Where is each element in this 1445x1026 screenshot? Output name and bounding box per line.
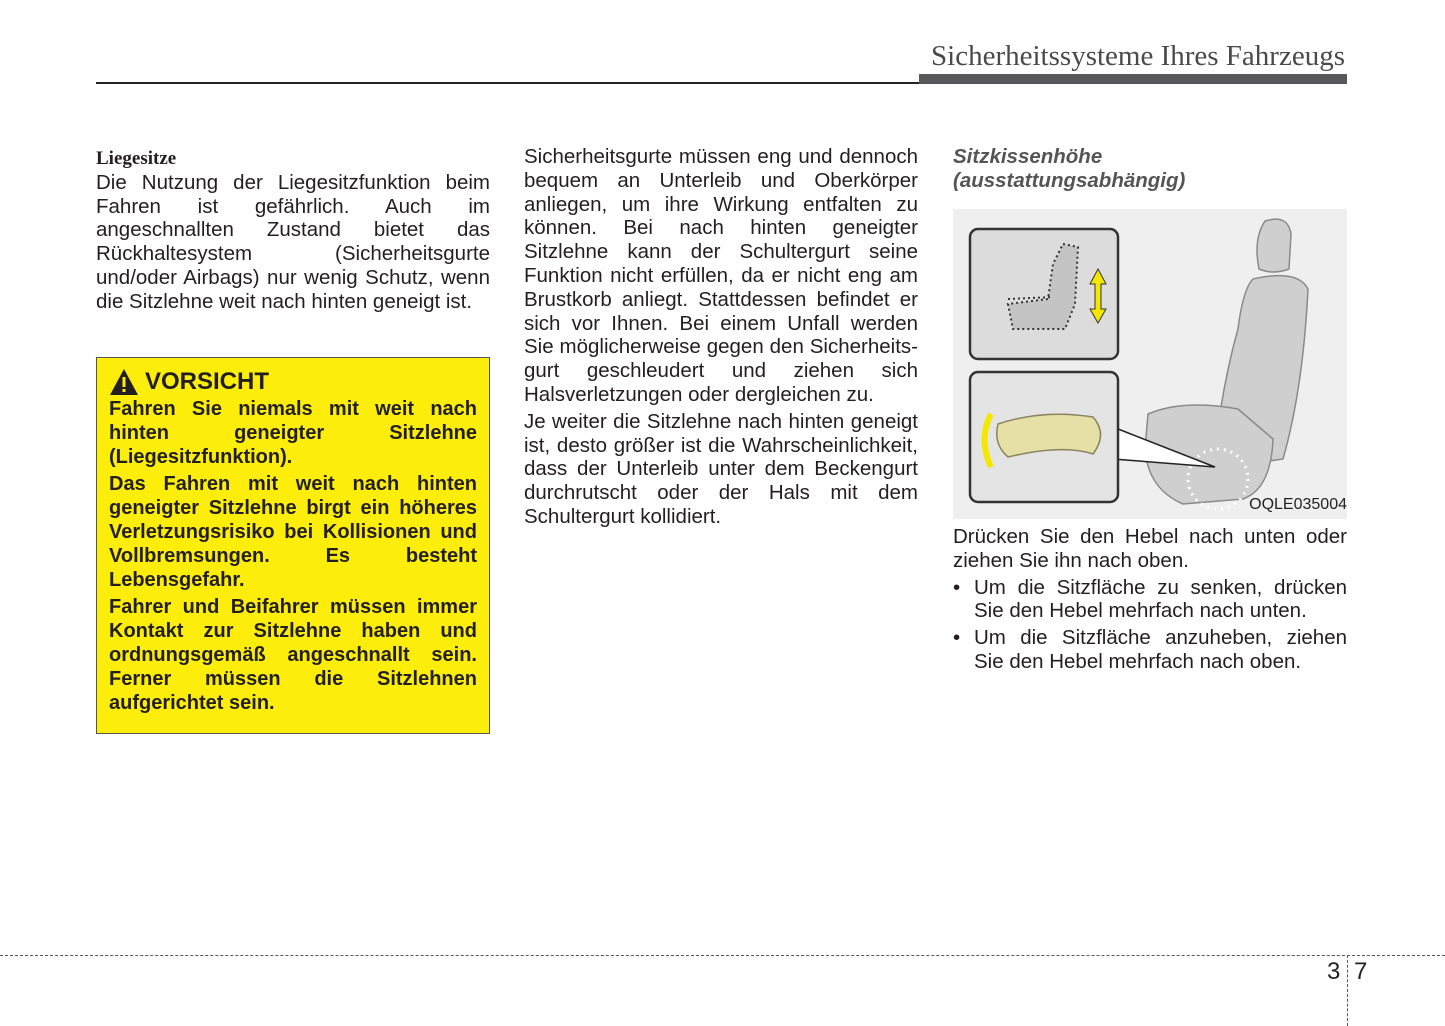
footer-rule (0, 955, 1445, 956)
warning-paragraph: Fahren Sie niemals mit weit nach hinten geneigter Sitzlehne (Liegesitzfunktion). (109, 398, 477, 468)
warning-paragraph: Das Fahren mit weit nach hinten geneigter Sitzlehne birgt ein höheres Verletzungsrisiko bei Kollisionen und Vollbremsungen. Es besteht Lebensgefahr. (109, 473, 477, 591)
list-item: • Um die Sitzfläche anzuheben, ziehen Sie den Hebel mehrfach nach oben. (953, 626, 1347, 674)
figure-code: OQLE035004 (1249, 496, 1347, 514)
header-rule (96, 82, 926, 84)
column-3 (953, 145, 1347, 677)
heading-liegesitze: Liegesitze (96, 148, 177, 169)
column-1 (96, 145, 490, 317)
section-title: Sicherheitssysteme Ihres Fahrzeugs (931, 40, 1345, 72)
heading-sitzkissenhoehe: Sitzkissenhöhe (953, 145, 1103, 168)
warning-title (109, 368, 477, 396)
warning-triangle-icon (109, 368, 139, 396)
column-2 (524, 145, 918, 532)
chapter-number: 3 (1327, 958, 1341, 985)
paragraph: Drücken Sie den Hebel nach unten oder ziehen Sie ihn nach oben. (953, 525, 1347, 572)
warning-paragraph: Fahrer und Beifahrer müssen immer Kontakt zur Sitzlehne haben und ordnungsgemäß angeschnallt sein. Ferner müssen die Sitzlehnen aufgerichtet sein. (109, 596, 477, 714)
paragraph: Sicherheitsgurte müssen eng und dennoch bequem an Unterleib und Oberkörper anliegen, um ihre Wirkung entfalten zu können. Bei nach hinten geneigter Sitzlehne kann der Schultergurt seine Funktion nicht erfüllen, da er nicht eng am Brustkorb anliegt. Stattdessen befindet er sich vor Ihnen. Bei einem Unfall werden Sie möglicherweise gegen den Sicherheits-gurt geschleudert und ziehen sich Halsverletzungen oder dergleichen zu. (524, 145, 918, 406)
warning-title-text: VORSICHT (145, 368, 270, 395)
seat-illustration (953, 209, 1347, 519)
seat-height-figure (953, 209, 1347, 519)
warning-box (96, 357, 490, 734)
heading-subtitle: (ausstattungsabhängig) (953, 169, 1186, 192)
footer-divider (1347, 955, 1348, 1026)
page-number: 7 (1354, 958, 1368, 985)
paragraph: Die Nutzung der Liegesitzfunktion beim Fahren ist gefährlich. Auch im angeschnallten Zustand bietet das Rückhaltesystem (Sicherheitsgurte und/oder Airbags) nur wenig Schutz, wenn die Sitzlehne weit nach hinten geneigt ist. (96, 170, 490, 313)
paragraph: Je weiter die Sitzlehne nach hinten geneigt ist, desto größer ist die Wahrscheinlichkeit, dass der Unterleib unter dem Beckengurt durchrutscht oder der Hals mit dem Schultergurt kollidiert. (524, 409, 918, 528)
bullet-list (953, 576, 1347, 674)
list-item: • Um die Sitzfläche zu senken, drücken Sie den Hebel mehrfach nach unten. (953, 576, 1347, 624)
header-bar (919, 74, 1347, 84)
